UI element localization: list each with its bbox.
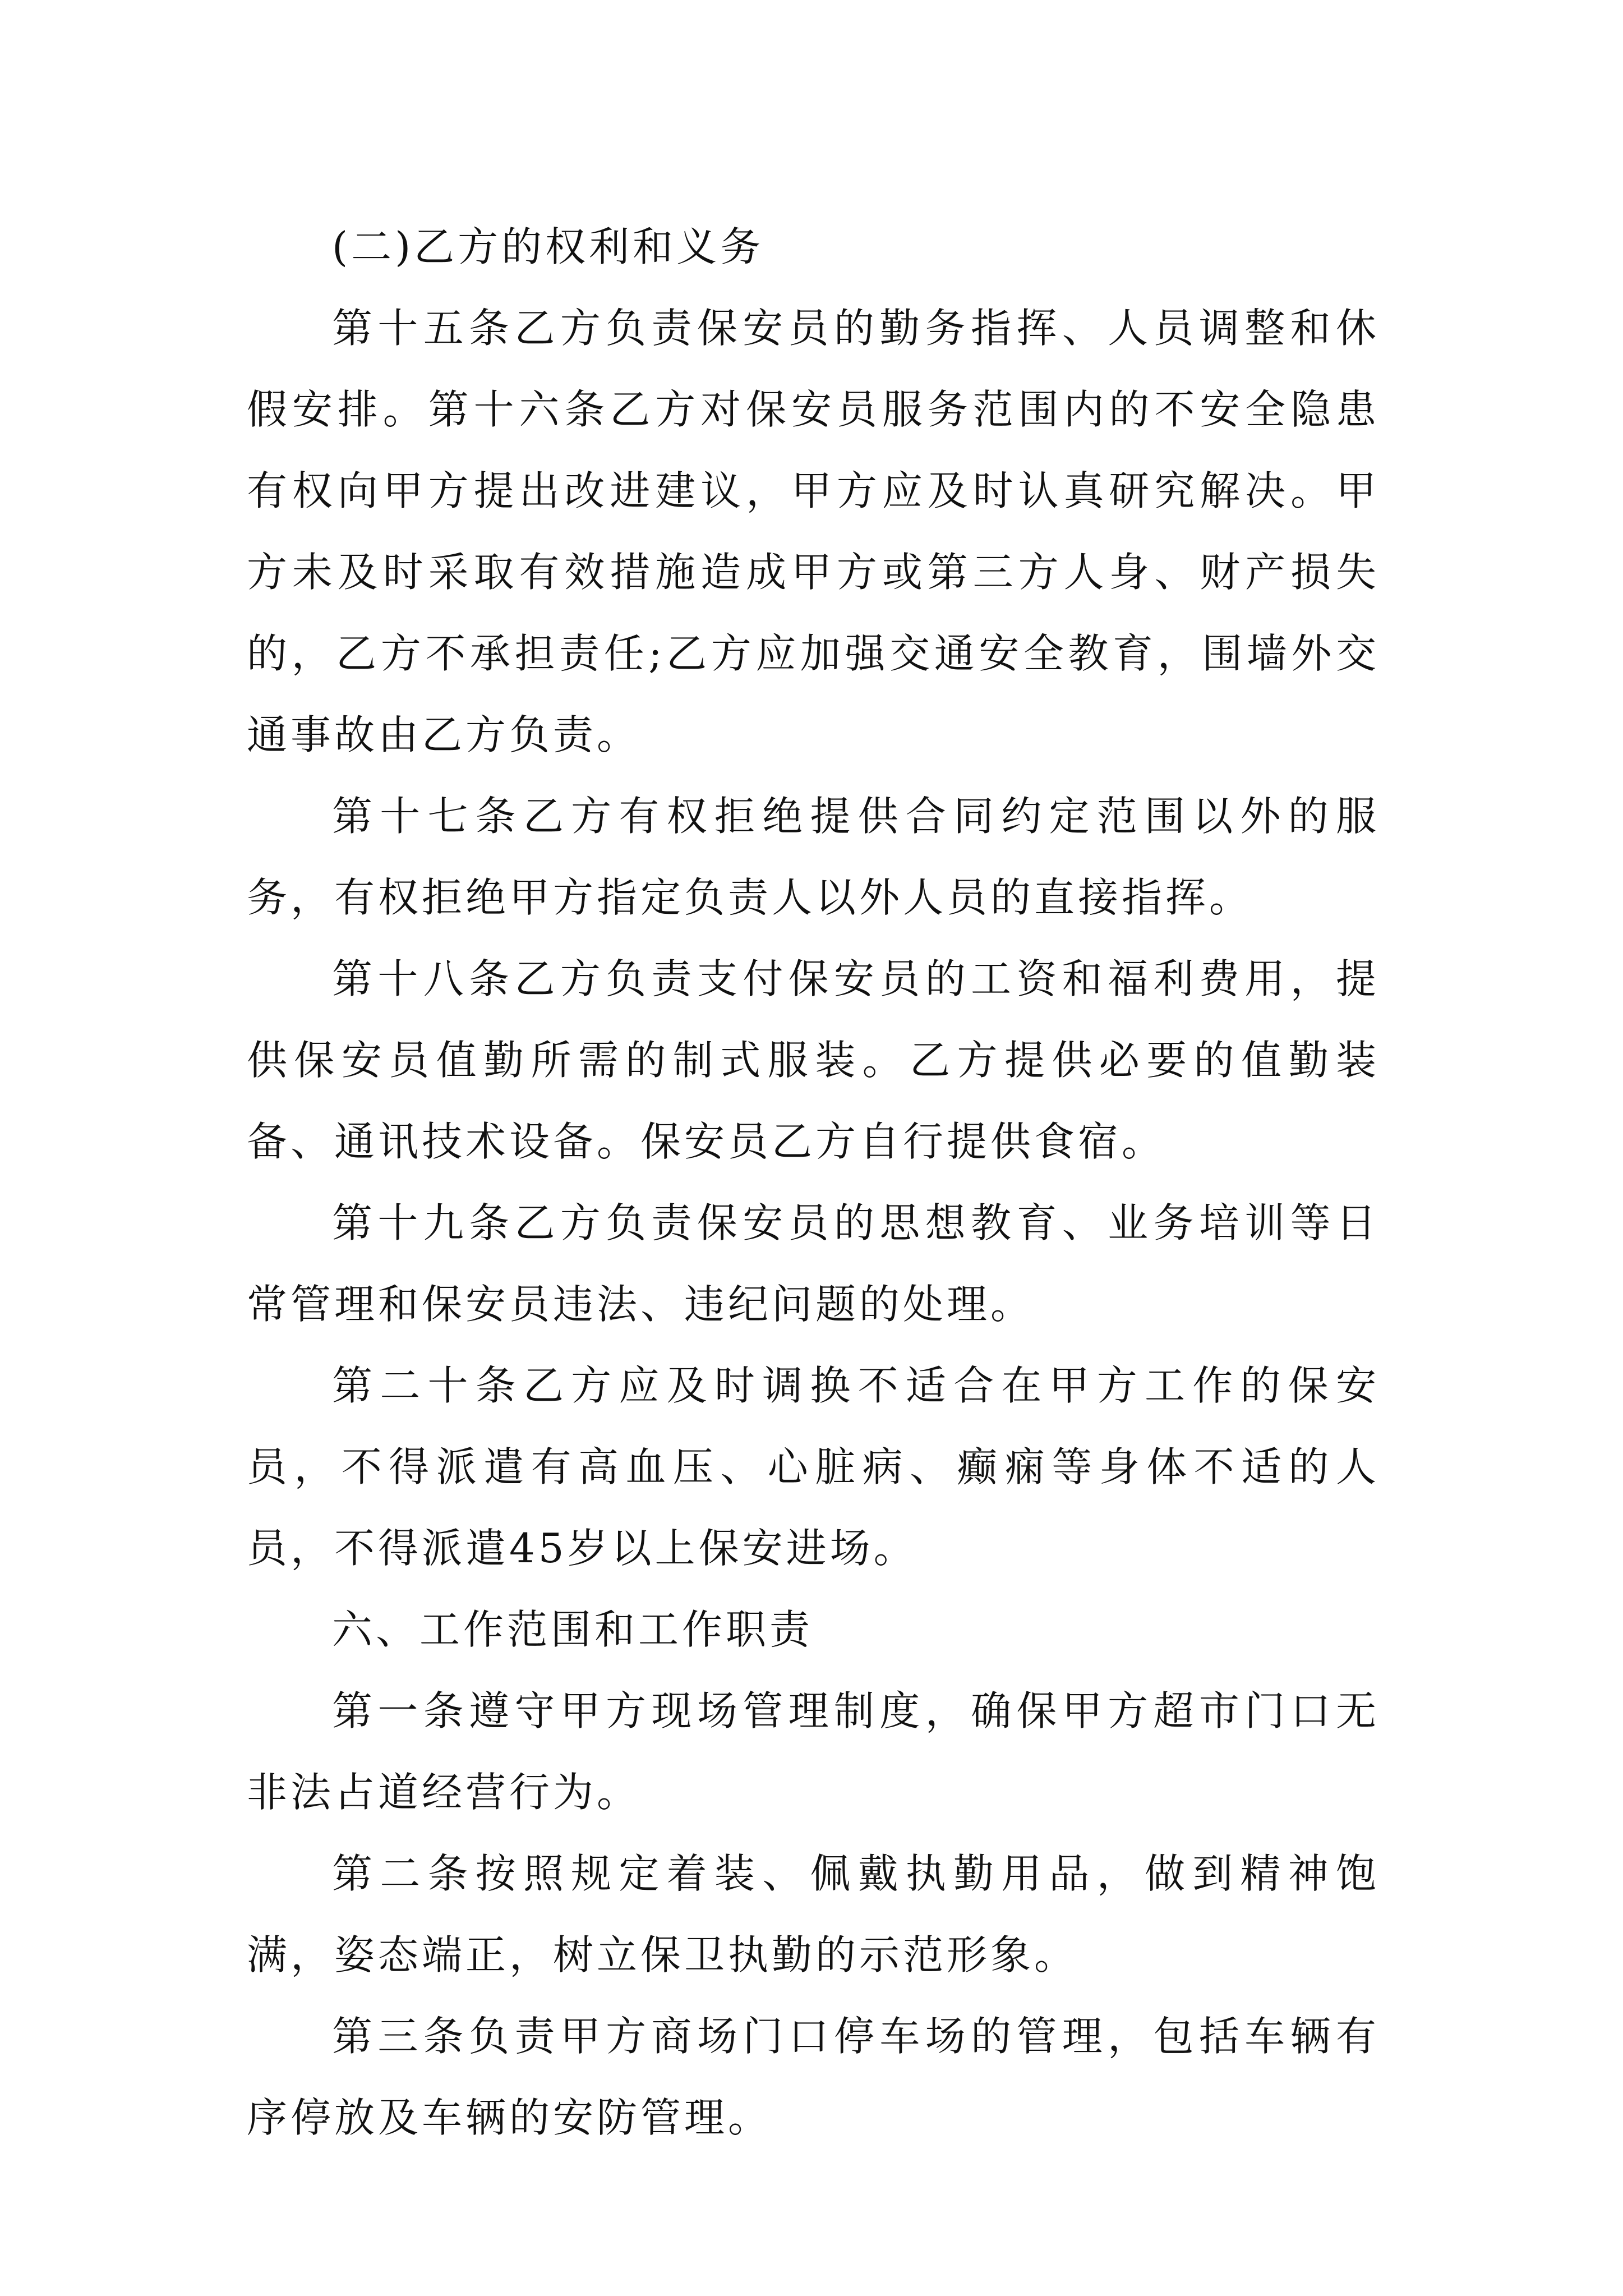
section-heading-rights-obligations: (二)乙方的权利和义务: [332, 223, 764, 270]
document-body: [247, 206, 1380, 2159]
article-20-paragraph: 第二十条乙方应及时调换不适合在甲方工作的保安员，不得派遣有高血压、心脏病、癫痫等身体不适的人员，不得派遣45岁以上保安进场。: [247, 1362, 1380, 1572]
article-19-paragraph: 第十九条乙方负责保安员的思想教育、业务培训等日常管理和保安员违法、违纪问题的处理。: [247, 1199, 1380, 1328]
article-17-paragraph: 第十七条乙方有权拒绝提供合同约定范围以外的服务，有权拒绝甲方指定负责人以外人员的直接指挥。: [247, 793, 1380, 921]
duty-2-paragraph: 第二条按照规定着装、佩戴执勤用品，做到精神饱满，姿态端正，树立保卫执勤的示范形象。: [247, 1850, 1380, 1978]
article-18-paragraph: 第十八条乙方负责支付保安员的工资和福利费用，提供保安员值勤所需的制式服装。乙方提供必要的值勤装备、通讯技术设备。保安员乙方自行提供食宿。: [247, 955, 1380, 1165]
duty-1-paragraph: 第一条遵守甲方现场管理制度，确保甲方超市门口无非法占道经营行为。: [247, 1687, 1380, 1816]
section-heading-scope-duties: 六、工作范围和工作职责: [332, 1606, 814, 1653]
article-15-paragraph: 第十五条乙方负责保安员的勤务指挥、人员调整和休假安排。第十六条乙方对保安员服务范围内的不安全隐患有权向甲方提出改进建议，甲方应及时认真研究解决。甲方未及时采取有效措施造成甲方或第三方人身、财产损失的，乙方不承担责任;乙方应加强交通安全教育，围墙外交通事故由乙方负责。: [247, 305, 1380, 758]
duty-3-paragraph: 第三条负责甲方商场门口停车场的管理，包括车辆有序停放及车辆的安防管理。: [247, 2013, 1380, 2141]
